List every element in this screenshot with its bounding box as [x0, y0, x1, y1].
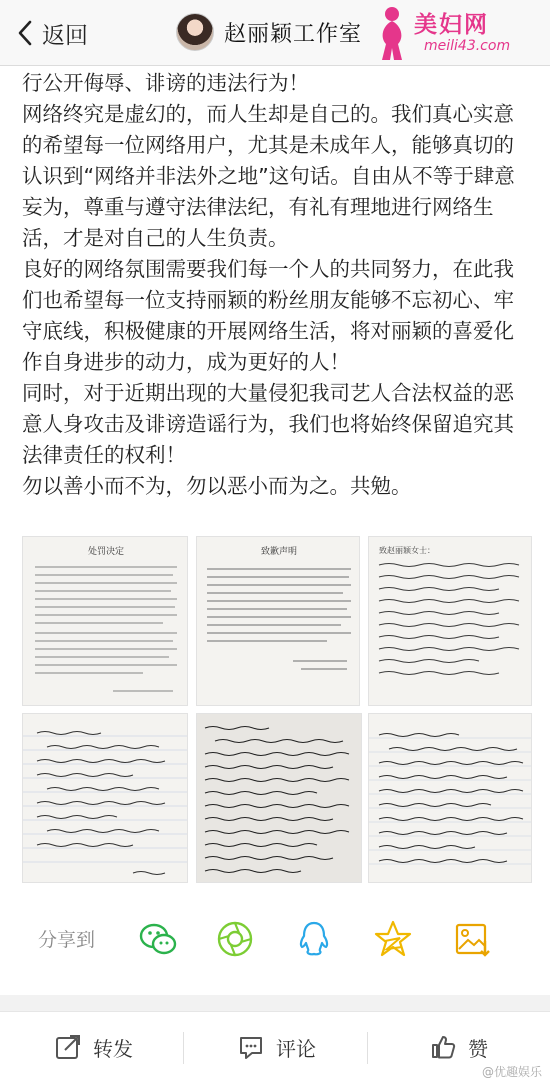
- image-penalty-notice[interactable]: [22, 536, 188, 706]
- back-label: 返回: [42, 22, 88, 49]
- qzone-icon[interactable]: [373, 919, 413, 959]
- avatar[interactable]: [176, 13, 214, 51]
- paragraph: 勿以善小而不为，勿以恶小而为之。共勉。: [22, 474, 412, 498]
- account-title[interactable]: [176, 12, 362, 52]
- source-credit: @优趣娱乐: [481, 1065, 542, 1079]
- share-row: [0, 905, 550, 965]
- paragraph: 良好的网络氛围需要我们每一个人的共同努力，在此我们也希望每一位支持丽颖的粉丝朋友能够不忘初心、牢守底线，积极健康的开展网络生活，将对丽颖的喜爱化作自身进步的动力，成为更好的人！: [22, 257, 514, 374]
- repost-icon: [55, 1034, 81, 1060]
- repost-label: 转发: [93, 1036, 133, 1061]
- like-button[interactable]: [430, 1032, 488, 1062]
- thumbs-up-icon: [430, 1034, 456, 1060]
- paragraph: 行公开侮辱、诽谤的违法行为！: [22, 71, 309, 95]
- bottom-action-bar: [0, 1011, 550, 1086]
- image-handwritten-letter-2[interactable]: [22, 713, 188, 883]
- post-body: [22, 68, 532, 502]
- lady-silhouette-icon: [368, 4, 416, 62]
- share-label: 分享到: [38, 929, 96, 951]
- doc-title: 处罚决定: [87, 547, 125, 557]
- comment-button[interactable]: [238, 1032, 316, 1062]
- repost-button[interactable]: [55, 1032, 133, 1062]
- save-image-icon[interactable]: [452, 919, 492, 959]
- back-button[interactable]: [14, 16, 88, 50]
- image-apology-letter[interactable]: [196, 536, 360, 706]
- qq-icon[interactable]: [294, 919, 334, 959]
- image-handwritten-letter-1[interactable]: [368, 536, 532, 706]
- top-nav-bar: [0, 0, 550, 66]
- watermark-logo: [368, 4, 540, 62]
- wechat-icon[interactable]: [138, 919, 178, 959]
- divider: [183, 1032, 184, 1064]
- image-handwritten-letter-4[interactable]: [368, 713, 532, 883]
- chevron-left-icon: [14, 18, 38, 48]
- watermark-name: 美妇网: [414, 11, 489, 38]
- section-divider: [0, 995, 550, 1011]
- page-title: 赵丽颖工作室: [224, 21, 363, 47]
- letter-greeting: 致赵丽颖女士：: [379, 546, 435, 555]
- paragraph: 同时，对于近期出现的大量侵犯我司艺人合法权益的恶意人身攻击及诽谤造谣行为，我们也将始终保留追究其法律责任的权利！: [22, 381, 514, 467]
- image-handwritten-letter-3[interactable]: [196, 713, 362, 883]
- moments-icon[interactable]: [215, 919, 255, 959]
- doc-title: 致歉声明: [260, 547, 298, 557]
- comment-icon: [238, 1034, 264, 1060]
- divider: [367, 1032, 368, 1064]
- watermark-url: meili43.com: [424, 38, 511, 54]
- paragraph: 网络终究是虚幻的，而人生却是自己的。我们真心实意的希望每一位网络用户，尤其是未成年人，能够真切的认识到“网络并非法外之地”这句话。自由从不等于肆意妄为，尊重与遵守法律法纪，有礼有理地进行网络生活，才是对自己的人生负责。: [22, 102, 515, 250]
- comment-label: 评论: [276, 1036, 316, 1061]
- like-label: 赞: [468, 1036, 488, 1061]
